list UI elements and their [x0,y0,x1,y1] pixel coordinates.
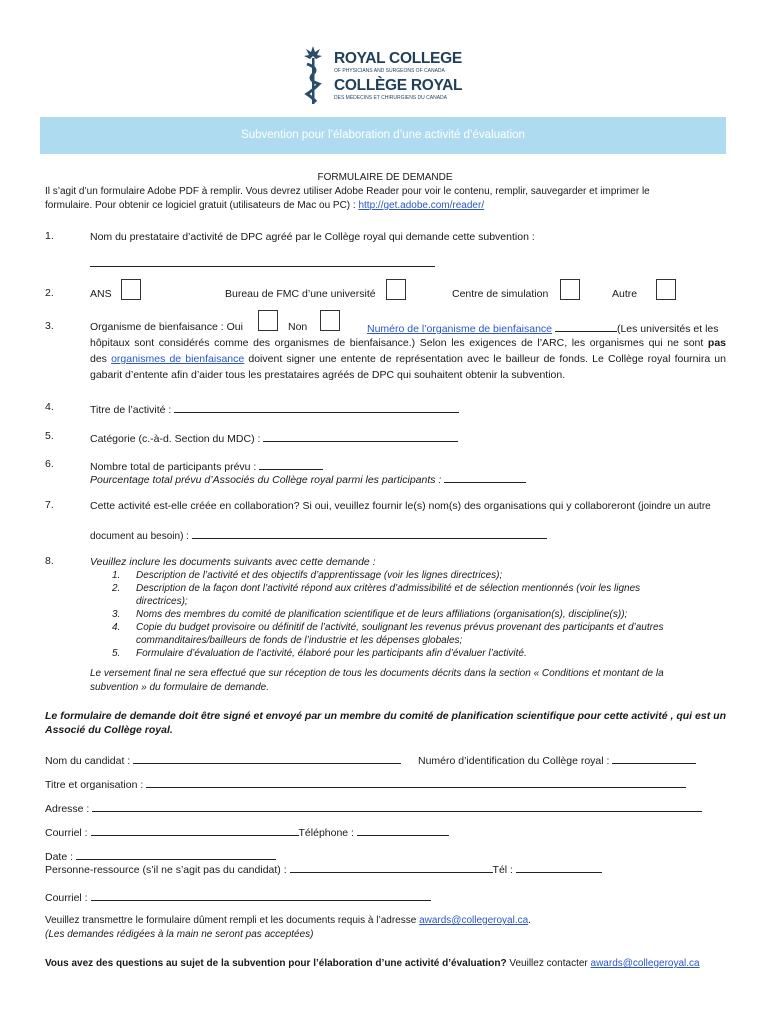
collab-row: document au besoin) : [90,527,547,543]
final-payment-note-2: subvention » du formulaire de demande. [90,682,270,693]
centre-checkbox[interactable] [560,279,580,300]
final-payment-note-1: Le versement final ne sera effectué que sur réception de tous les documents décrits dans la section « Conditions et montant de la [90,668,664,679]
date-row: Date : [45,848,276,864]
contact-phone-field[interactable] [516,861,602,873]
item-number-6: 6. [45,458,54,470]
phone-field[interactable] [357,824,449,836]
logo-line4: DES MÉDECINS ET CHIRURGIENS DU CANADA [334,95,447,101]
item-number-7: 7. [45,499,54,511]
questions-line: Vous avez des questions au sujet de la subvention pour l’élaboration d’une activité d’évaluation? Veuillez contacter awards@collegeroyal.ca [45,958,700,969]
sign-notice-2: Associé du Collège royal. [45,724,173,736]
address-row: Adresse : [45,800,702,816]
form-title: FORMULAIRE DE DEMANDE [317,172,453,183]
address-field[interactable] [92,800,702,812]
item-number-4: 4. [45,401,54,413]
collaborators-field[interactable] [192,527,547,539]
logo-line1: ROYAL COLLEGE [334,50,462,67]
charity-yes-checkbox[interactable] [258,310,278,331]
fellows-percent-field[interactable] [444,471,526,483]
provider-name-field[interactable] [90,266,435,267]
sign-notice-1: Le formulaire de demande doit être signé et envoyé par un membre du comité de planification scientifique pour cette activité , qui est un [45,710,726,722]
charity-number-link[interactable]: Numéro de l’organisme de bienfaisance [367,323,553,335]
banner-title: Subvention pour l’élaboration d’une activité d’évaluation [241,129,525,141]
doc-item-2-cont: directrices); [136,596,188,607]
contact-person-field[interactable] [290,861,493,873]
rc-id-row: Numéro d’identification du Collège royal : [418,752,696,768]
item-number-2: 2. [45,287,54,299]
ans-checkbox[interactable] [121,279,141,300]
intro-line-1: Il s’agit d’un formulaire Adobe PDF à remplir. Vous devrez utiliser Adobe Reader pour voir le contenu, remplir, sauvegarder et imprimer le [45,186,650,197]
charity-label: Organisme de bienfaisance : Oui [90,321,243,333]
applicant-name-row: Nom du candidat : [45,752,401,768]
documents-list [112,569,712,660]
logo [302,44,472,106]
logo-line3: COLLÈGE ROYAL [334,77,463,94]
question-3-line-3: des organismes de bienfaisance doivent signer une entente de représentation avec le bailleur de fonds. Le Collège royal fournira un [90,353,726,365]
handwritten-note: (Les demandes rédigées à la main ne seront pas acceptées) [45,929,314,940]
email-phone-row: Courriel : Téléphone : [45,824,449,840]
doc-item-2: 2. Description de la façon dont l’activité répond aux critères d’admissibilité et de sélection mentionnés (voir les lignes [112,583,641,594]
fellows-row: Pourcentage total prévu d’Associés du Collège royal parmi les participants : [90,471,526,487]
activity-title-row: Titre de l’activité : [90,401,459,417]
activity-title-field[interactable] [174,401,459,413]
charity-no-label: Non [288,321,308,333]
participants-field[interactable] [259,458,323,470]
contact-email-field[interactable] [91,889,431,901]
charity-no-checkbox[interactable] [320,310,340,331]
logo-line2: OF PHYSICIANS AND SURGEONS OF CANADA [334,68,445,74]
email-field[interactable] [91,824,299,836]
item-number-3: 3. [45,320,54,332]
autre-label: Autre [612,288,638,300]
intro-line-2: formulaire. Pour obtenir ce logiciel gratuit (utilisateurs de Mac ou PC) : http://get.adobe.com/reader/ [45,200,485,211]
awards-email-link[interactable]: awards@collegeroyal.ca [419,915,529,926]
caduceus-icon [302,44,324,106]
doc-item-3: 3. Noms des membres du comité de planification scientifique et de leurs affiliations (organisation(s), discipline(s)); [112,609,628,620]
contact-email-link[interactable]: awards@collegeroyal.ca [590,958,700,969]
send-instructions: Veuillez transmettre le formulaire dûment rempli et les documents requis à l’adresse awards@collegeroyal.ca. [45,915,531,926]
adobe-reader-link[interactable]: http://get.adobe.com/reader/ [358,200,485,211]
question-1: Nom du prestataire d’activité de DPC agréé par le Collège royal qui demande cette subvention : [90,231,535,243]
charity-link[interactable]: organismes de bienfaisance [111,353,245,365]
applicant-name-field[interactable] [133,752,401,764]
category-row: Catégorie (c.-à-d. Section du MDC) : [90,430,458,446]
question-7: Cette activité est-elle créée en collaboration? Si oui, veuillez fournir le(s) nom(s) des organisations qui y collaboreront (joindre un autre [90,500,711,512]
title-org-field[interactable] [146,776,686,788]
doc-item-5: 5. Formulaire d’évaluation de l’activité, élaboré pour les participants afin d’évaluer l’activité. [112,648,527,659]
contact-email-row: Courriel : [45,889,431,905]
question-8: Veuillez inclure les documents suivants avec cette demande : [90,556,376,568]
category-field[interactable] [263,430,458,442]
contact-row: Personne-ressource (s’il ne s’agit pas du candidat) : Tél : [45,861,602,877]
question-3-line-4: gabarit d’entente afin d’aider tous les prestataires agréés de DPC qui souhaitent obtenir la subvention. [90,369,566,381]
bureau-checkbox[interactable] [386,279,406,300]
charity-number-row: Numéro de l’organisme de bienfaisance (Les universités et les [367,320,719,336]
rc-id-field[interactable] [612,752,696,764]
doc-item-4-cont: commanditaires/bailleurs de fonds de l’industrie et les dépenses globales; [136,635,463,646]
title-banner [40,117,726,154]
ans-label: ANS [90,288,112,300]
bureau-label: Bureau de FMC d’une université [225,288,376,300]
doc-item-4: 4. Copie du budget provisoire ou définitif de l’activité, soulignant les revenus prévus provenant des participants et d’autres [112,622,664,633]
title-org-row: Titre et organisation : [45,776,686,792]
item-number-1: 1. [45,230,54,242]
date-field[interactable] [76,848,276,860]
doc-item-1: 1. Description de l’activité et des objectifs d’apprentissage (voir les lignes directrices); [112,570,503,581]
question-3-line-2: hôpitaux sont considérés comme des organismes de bienfaisance.) Selon les exigences de l’ARC, les organismes qui ne sont pas [90,337,726,349]
item-number-8: 8. [45,555,54,567]
participants-row: Nombre total de participants prévu : [90,458,323,474]
centre-label: Centre de simulation [452,288,549,300]
item-number-5: 5. [45,430,54,442]
autre-checkbox[interactable] [656,279,676,300]
charity-number-field[interactable] [555,320,617,332]
